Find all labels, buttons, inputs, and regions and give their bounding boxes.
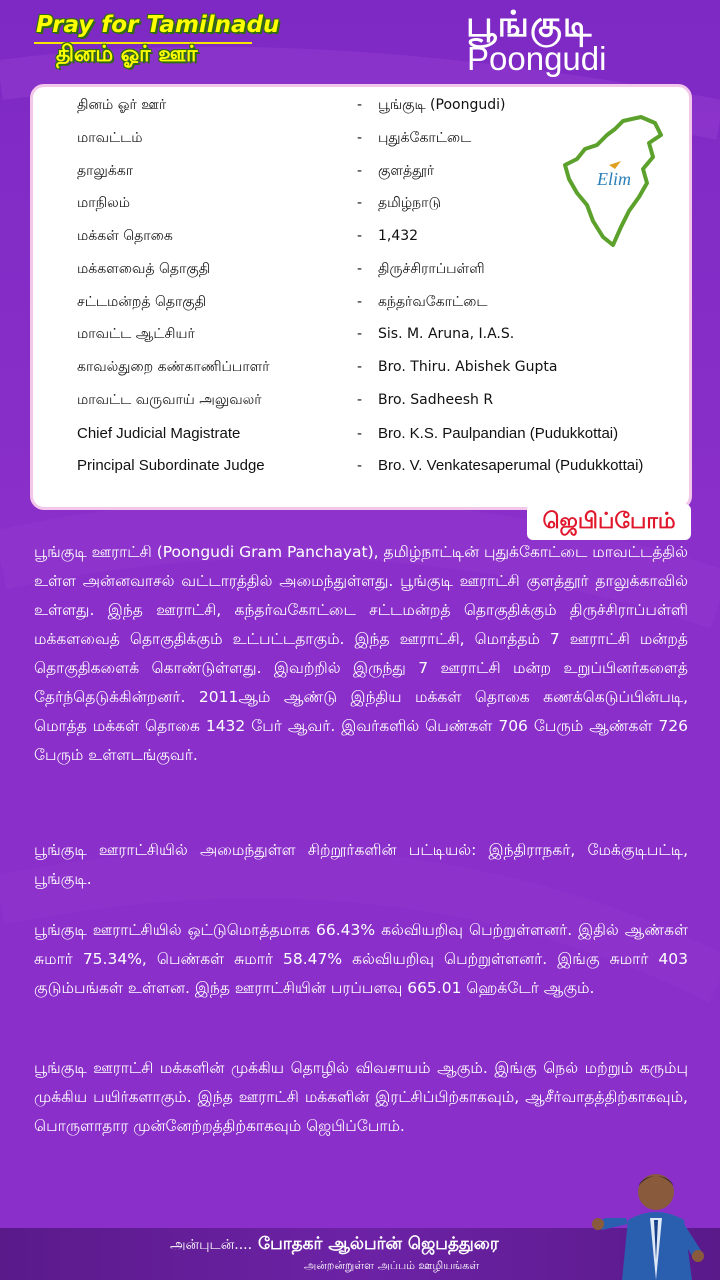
info-value: திருச்சிராப்பள்ளி	[378, 261, 485, 277]
separator: -	[357, 261, 363, 277]
separator: -	[357, 228, 363, 244]
info-value: 1,432	[378, 228, 419, 244]
info-key: மாவட்டம்	[77, 130, 143, 146]
info-value: Bro. V. Venkatesaperumal (Pudukkottai)	[378, 457, 644, 474]
footer-name: போதகர் ஆல்பர்ன் ஜெபத்துரை	[258, 1234, 499, 1254]
pray-title: Pray for Tamilnadu	[36, 12, 280, 38]
info-key: காவல்துறை கண்காணிப்பாளர்	[77, 359, 270, 375]
jebi-badge: ஜெபிப்போம்	[527, 504, 691, 540]
preacher-image	[592, 1160, 720, 1280]
info-key: மக்கள் தொகை	[77, 228, 173, 244]
footer-prefix: அன்புடன்....	[170, 1237, 253, 1253]
village-name-english: Poongudi	[467, 40, 607, 77]
info-key: Chief Judicial Magistrate	[77, 425, 241, 442]
tamilnadu-map-icon	[563, 113, 673, 253]
info-key: Principal Subordinate Judge	[77, 457, 265, 474]
info-key: மாவட்ட ஆட்சியர்	[77, 326, 195, 342]
footer-signature	[170, 1234, 499, 1256]
info-value: புதுக்கோட்டை	[378, 130, 472, 146]
info-key: தினம் ஓர் ஊர்	[77, 97, 167, 113]
elim-logo: Elim	[597, 169, 631, 189]
separator: -	[357, 130, 363, 146]
info-value: தமிழ்நாடு	[378, 195, 441, 211]
info-value: Sis. M. Aruna, I.A.S.	[378, 326, 515, 342]
info-value: கந்தர்வகோட்டை	[378, 294, 488, 310]
separator: -	[357, 195, 363, 211]
paragraph-literacy: பூங்குடி ஊராட்சியில் ஒட்டுமொத்தமாக 66.43% கல்வியறிவு பெற்றுள்ளனர். இதில் ஆண்கள் சுமார் 75.34%, பெண்கள் சுமார் 58.47% கல்வியறிவு பெற்றுள்ளனர். இங்கு சுமார் 403 குடும்பங்கள் உள்ளன. இந்த ஊராட்சியின் பரப்பளவு 665.01 ஹெக்டேர் ஆகும்.	[34, 921, 688, 997]
header	[0, 0, 720, 85]
info-value: Bro. Sadheesh R	[378, 392, 494, 408]
info-card	[30, 84, 692, 510]
info-key: தாலுக்கா	[77, 163, 134, 179]
paragraph-hamlets: பூங்குடி ஊராட்சியில் அமைந்துள்ள சிற்றூர்களின் பட்டியல்: இந்திராநகர், மேக்குடிபட்டி, பூங்குடி.	[34, 841, 688, 888]
separator: -	[357, 326, 363, 342]
separator: -	[357, 97, 363, 113]
info-key: சட்டமன்றத் தொகுதி	[77, 294, 207, 310]
separator: -	[357, 359, 363, 375]
info-key: மாவட்ட வருவாய் அலுவலர்	[77, 392, 262, 408]
pray-subtitle: தினம் ஓர் ஊர்	[56, 42, 198, 67]
paragraph-intro: பூங்குடி ஊராட்சி (Poongudi Gram Panchayat), தமிழ்நாட்டின் புதுக்கோட்டை மாவட்டத்தில் உள்ள அன்னவாசல் வட்டாரத்தில் அமைந்துள்ளது. பூங்குடி ஊராட்சி குளத்தூர் தாலுக்காவில் உள்ளது. இந்த ஊராட்சி, கந்தர்வகோட்டை சட்டமன்றத் தொகுதிக்கும் திருச்சிராப்பள்ளி மக்களவைத் தொகுதிக்கும் உட்பட்டதாகும். இந்த ஊராட்சி, மொத்தம் 7 ஊராட்சி மன்றத் தொகுதிகளைக் கொண்டுள்ளது. இவற்றில் இருந்து 7 ஊராட்சி மன்ற உறுப்பினர்களைத் தேர்ந்தெடுக்கின்றனர். 2011ஆம் ஆண்டு இந்திய மக்கள் தொகை கணக்கெடுப்பின்படி, மொத்த மக்கள் தொகை 1432 பேர் ஆவர். இவர்களில் பெண்கள் 706 பேரும் ஆண்கள் 726 பேரும் உள்ளடங்குவர்.	[34, 543, 688, 764]
info-key: மக்களவைத் தொகுதி	[77, 261, 211, 277]
info-value: Bro. Thiru. Abishek Gupta	[378, 359, 558, 375]
info-value: பூங்குடி (Poongudi)	[378, 97, 506, 113]
separator: -	[357, 163, 363, 179]
separator: -	[357, 294, 363, 310]
separator: -	[357, 392, 363, 408]
info-key: மாநிலம்	[77, 195, 131, 211]
footer-ministry: அன்றன்றுள்ள அப்பம் ஊழியங்கள்	[304, 1259, 480, 1272]
separator: -	[357, 425, 362, 442]
info-value: Bro. K.S. Paulpandian (Pudukkottai)	[378, 425, 619, 442]
paragraph-occupation: பூங்குடி ஊராட்சி மக்களின் முக்கிய தொழில் விவசாயம் ஆகும். இங்கு நெல் மற்றும் கரும்பு முக்கிய பயிர்களாகும். இந்த ஊராட்சி மக்களின் இரட்சிப்பிற்காகவும், ஆசீர்வாதத்திற்காகவும், பொருளாதார முன்னேற்றத்திற்காகவும் ஜெபிப்போம்.	[34, 1059, 688, 1135]
separator: -	[357, 457, 362, 474]
village-name-tamil: பூங்குடி	[466, 4, 593, 45]
info-value: குளத்தூர்	[378, 163, 435, 179]
